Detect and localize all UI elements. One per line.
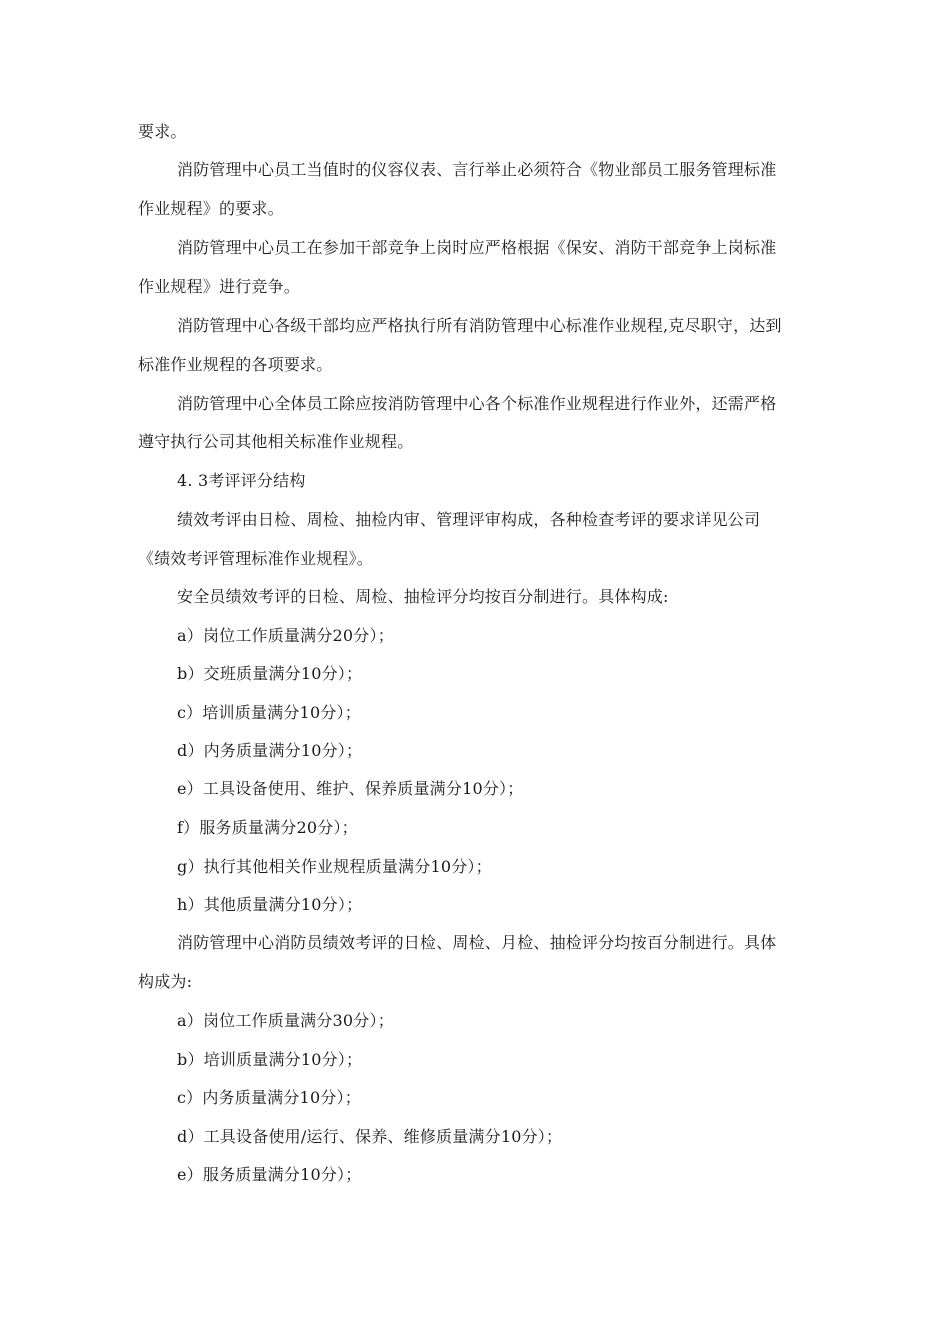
security-item: h）其他质量满分10分）； <box>177 895 363 914</box>
paragraph-2-line-1: 消防管理中心员工在参加干部竞争上岗时应严格根据《保安、消防干部竞争上岗标准 <box>177 238 777 257</box>
section-heading: 4. 3考评评分结构 <box>177 471 306 490</box>
fire-item: b）培训质量满分10分）； <box>177 1050 363 1069</box>
paragraph-4-line-2: 遵守执行公司其他相关标准作业规程。 <box>138 432 414 451</box>
security-item: d）内务质量满分10分）； <box>177 741 363 760</box>
fire-item: d）工具设备使用/运行、保养、维修质量满分10分）； <box>177 1127 563 1146</box>
paragraph-3-line-1: 消防管理中心各级干部均应严格执行所有消防管理中心标准作业规程,克尽职守，达到 <box>177 316 782 335</box>
security-item: g）执行其他相关作业规程质量满分10分）； <box>177 857 492 876</box>
security-item: f）服务质量满分20分）； <box>177 818 358 837</box>
paragraph-4-line-1: 消防管理中心全体员工除应按消防管理中心各个标准作业规程进行作业外，还需严格 <box>177 394 777 413</box>
fire-intro-line-1: 消防管理中心消防员绩效考评的日检、周检、月检、抽检评分均按百分制进行。具体 <box>177 933 777 952</box>
fire-intro-line-2: 构成为: <box>138 972 193 991</box>
paragraph-3-line-2: 标准作业规程的各项要求。 <box>138 355 333 374</box>
paragraph-2-line-2: 作业规程》进行竞争。 <box>138 277 301 296</box>
security-item: a）岗位工作质量满分20分）； <box>177 626 394 645</box>
security-item: c）培训质量满分10分）； <box>177 703 361 722</box>
fire-item: e）服务质量满分10分）； <box>177 1165 362 1184</box>
fire-item: c）内务质量满分10分）； <box>177 1088 361 1107</box>
fire-item: a）岗位工作质量满分30分）； <box>177 1011 394 1030</box>
security-item: e）工具设备使用、维护、保养质量满分10分）； <box>177 779 524 798</box>
security-item: b）交班质量满分10分）； <box>177 664 363 683</box>
structure-paragraph-line-2: 《绩效考评管理标准作业规程》。 <box>138 549 374 568</box>
paragraph-1-line-2: 作业规程》的要求。 <box>138 199 284 218</box>
security-intro: 安全员绩效考评的日检、周检、抽检评分均按百分制进行。具体构成: <box>177 587 669 606</box>
continuation-text: 要求。 <box>138 122 187 141</box>
paragraph-1-line-1: 消防管理中心员工当值时的仪容仪表、言行举止必须符合《物业部员工服务管理标准 <box>177 160 777 179</box>
structure-paragraph-line-1: 绩效考评由日检、周检、抽检内审、管理评审构成，各种检查考评的要求详见公司 <box>177 510 761 529</box>
